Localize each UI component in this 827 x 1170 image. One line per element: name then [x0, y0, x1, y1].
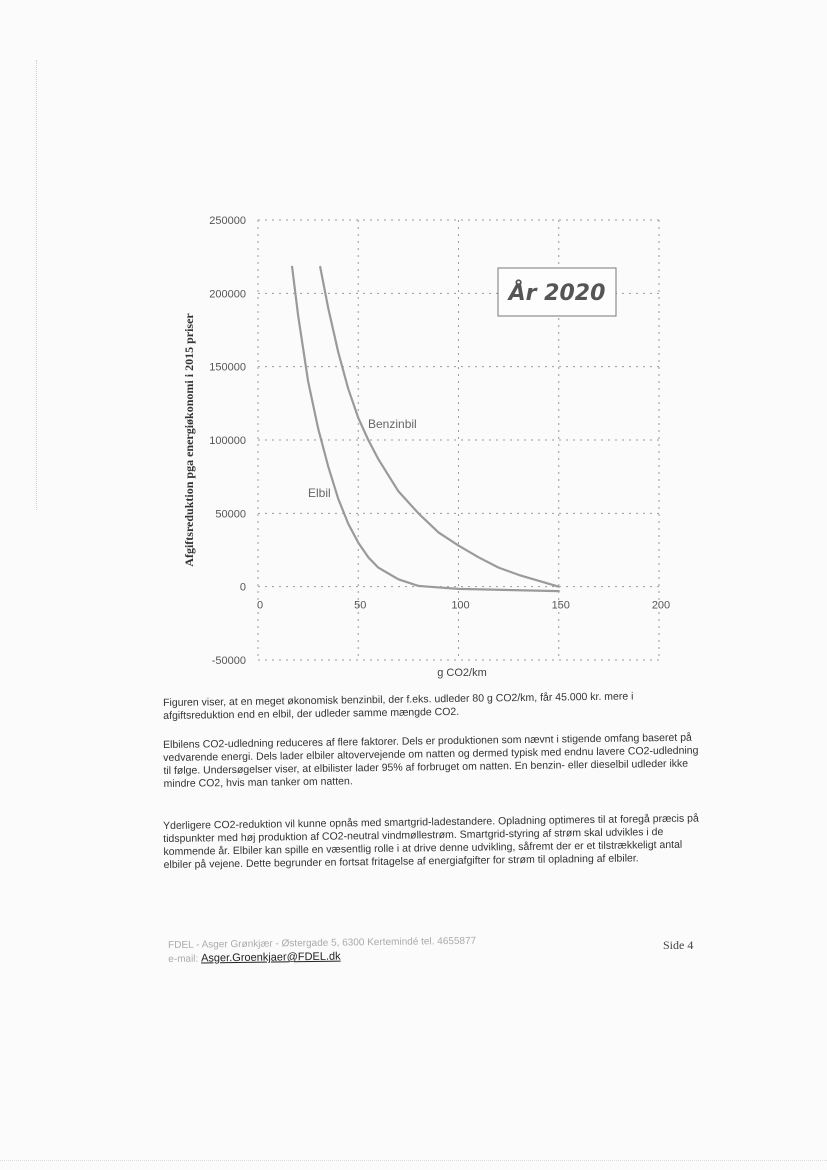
paragraph-1: Figuren viser, at en meget økonomisk benzinbil, der f.eks. udleder 80 g CO2/km, får 45.000 kr. mere i afgiftsreduktion end en elbil, der udleder samme mængde CO2.: [163, 690, 634, 722]
year-annotation-text: År 2020: [508, 281, 606, 306]
y-axis-label: Afgiftsreduktion pga energiøkonomi i 2015 priser: [182, 313, 196, 567]
footer-email-link[interactable]: Asger.Groenkjaer@FDEL.dk: [200, 950, 341, 965]
y-tick-label: -50000: [211, 655, 246, 667]
x-axis-label: g CO2/km: [437, 667, 487, 679]
paragraph-3: Yderligere CO2-reduktion vil kunne opnås med smartgrid-ladestandere. Opladning optimeres til at foregå præcis på tidspunkter med høj produktion af CO2-neutral vindmøllestrøm. Smartgrid-styring af strøm skal udvikles i de kommende år. Elbiler kan spille en væsentlig rolle i at drive denne udvikling, såfremt der er et tilstrækkeligt antal elbiler på vejene. Dette begrunder en fortsat fritagelse af energiafgifter for strøm til opladning af elbiler.: [163, 812, 699, 871]
x-tick-label: 50: [354, 599, 367, 612]
paragraph-2: Elbilens CO2-udledning reduceres af flere faktorer. Dels er produktionen som nævnt i stigende omfang baseret på vedvarende energi. Dels lader elbiler altovervejende om natten og dermed typisk med endnu lavere CO2-udledning til følge. Undersøgelser viser, at elbilister lader 95% af forbruget om natten. En benzin- eller dieselbil udleder ikke mindre CO2, hvis man tanker om natten.: [163, 731, 699, 790]
y-tick-label: 0: [239, 581, 246, 594]
series-label-benzinbil: Benzinbil: [368, 417, 417, 431]
x-tick-label: 0: [256, 599, 264, 612]
x-tick-label: 200: [651, 599, 671, 612]
footer-email-prefix: e-mail:: [168, 953, 199, 965]
x-tick-label: 100: [451, 599, 470, 612]
footer: [168, 932, 708, 965]
y-tick-label: 100000: [209, 435, 246, 447]
y-tick-label: 200000: [209, 288, 246, 301]
x-tick-label: 150: [551, 599, 570, 612]
year-annotation-box: [498, 268, 616, 316]
footer-address: FDEL - Asger Grønkjær - Østergade 5, 6300 Kertemindé tel. 4655877: [168, 935, 477, 951]
y-tick-label: 50000: [215, 508, 246, 521]
page-edge-bottom: [0, 1160, 827, 1161]
y-tick-label: 250000: [209, 215, 246, 227]
series-label-elbil: Elbil: [308, 486, 331, 500]
y-tick-label: 150000: [209, 361, 246, 374]
page-number: Side 4: [663, 938, 694, 952]
